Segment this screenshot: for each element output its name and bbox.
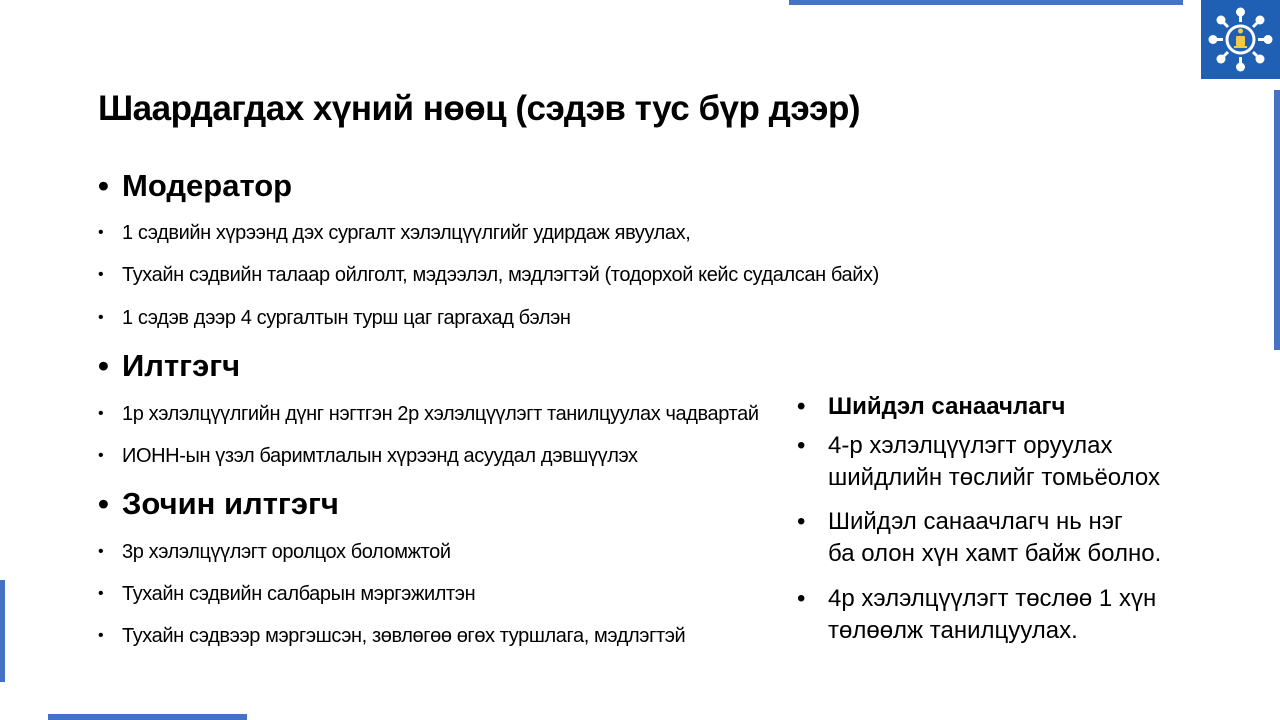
bullet-icon: • (797, 508, 806, 535)
list-item-text (828, 430, 1160, 494)
bullet-icon: • (98, 168, 109, 203)
section-heading-text: Модератор (122, 168, 293, 203)
list-item-line: шийдлийн төслийг томьёолох (828, 464, 1160, 491)
bullet-icon: • (797, 585, 806, 612)
bullet-icon: • (98, 224, 104, 241)
list-item-text: 1 сэдвийн хүрээнд дэх сургалт хэлэлцүүлгийг удирдаж явуулах, (122, 222, 691, 244)
decor-bar-bottom (48, 714, 247, 720)
bullet-icon: • (98, 627, 104, 644)
list-item-line: төлөөлж танилцуулах. (828, 617, 1078, 644)
list-item-text (828, 583, 1156, 647)
list-item-text: ИОНН-ын үзэл баримтлалын хүрээнд асуудал дэвшүүлэх (122, 445, 638, 467)
section-heading-text: Илтгэгч (122, 348, 241, 383)
list-item-text: Тухайн сэдвийн салбарын мэргэжилтэн (122, 583, 476, 605)
list-item-text: 1р хэлэлцүүлгийн дүнг нэгтгэн 2р хэлэлцүүлэгт танилцуулах чадвартай (122, 403, 759, 425)
bullet-icon: • (98, 266, 104, 283)
emblem-logo-icon (1201, 0, 1280, 79)
list-item-line: Шийдэл санаачлагч нь нэг (828, 508, 1123, 535)
list-item-text: Тухайн сэдвийн талаар ойлголт, мэдээлэл, мэдлэгтэй (тодорхой кейс судалсан байх) (122, 264, 879, 286)
bullet-icon: • (98, 405, 104, 422)
bullet-icon: • (98, 348, 109, 383)
bullet-icon: • (98, 309, 104, 326)
bullet-icon: • (98, 543, 104, 560)
decor-bar-left (0, 580, 5, 682)
right-column-heading-text: Шийдэл санаачлагч (828, 393, 1066, 420)
decor-bar-right (1274, 90, 1280, 350)
bullet-icon: • (98, 585, 104, 602)
list-item-line: 4-р хэлэлцүүлэгт оруулах (828, 432, 1113, 459)
bullet-icon: • (98, 447, 104, 464)
decor-bar-top (789, 0, 1183, 5)
section-heading-text: Зочин илтгэгч (122, 486, 339, 521)
list-item-text: Тухайн сэдвээр мэргэшсэн, зөвлөгөө өгөх туршлага, мэдлэгтэй (122, 625, 686, 647)
list-item-line: 4р хэлэлцүүлэгт төслөө 1 хүн (828, 585, 1157, 612)
list-item-text: 1 сэдэв дээр 4 сургалтын турш цаг гаргахад бэлэн (122, 307, 571, 329)
bullet-icon: • (797, 432, 806, 459)
page-title: Шаардагдах хүний нөөц (сэдэв тус бүр дээр) (98, 89, 861, 128)
list-item-text: 3р хэлэлцүүлэгт оролцох боломжтой (122, 541, 451, 563)
list-item-text (828, 506, 1161, 570)
list-item-line: ба олон хүн хамт байж болно. (828, 540, 1162, 567)
bullet-icon: • (797, 393, 806, 420)
bullet-icon: • (98, 486, 109, 521)
